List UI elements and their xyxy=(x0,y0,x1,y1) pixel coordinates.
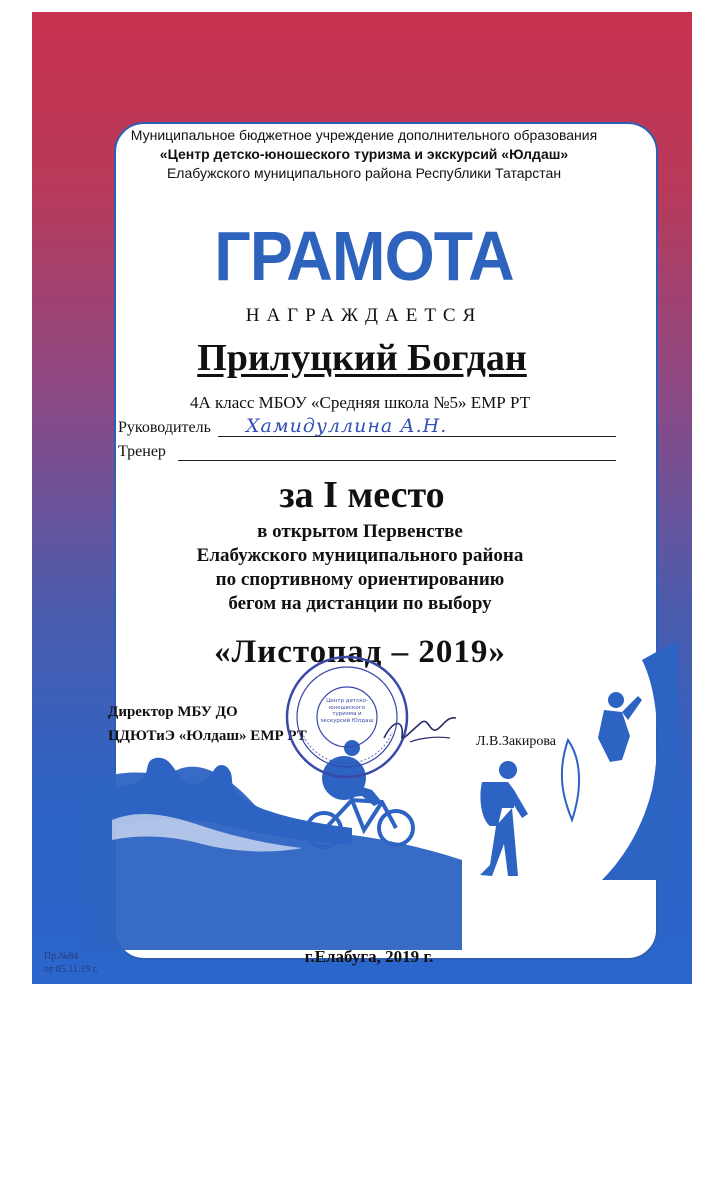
city-year: г.Елабуга, 2019 г. xyxy=(304,947,434,966)
organization-line-1: Муниципальное бюджетное учреждение дополнительного образования xyxy=(130,127,598,143)
recipient-class: 4А класс МБОУ «Средняя школа №5» ЕМР РТ xyxy=(189,393,531,412)
event-line-3: по спортивному ориентированию xyxy=(215,569,505,590)
event-line-4: бегом на дистанции по выбору xyxy=(228,593,492,614)
supervisor-handwritten-name: Хамидуллина А.Н. xyxy=(246,415,448,437)
director-signature xyxy=(380,708,460,748)
climber-icon xyxy=(562,640,678,880)
organization-line-3: Елабужского муниципального района Республики Татарстан xyxy=(166,165,562,181)
director-line-2: ЦДЮТиЭ «Юлдаш» ЕМР РТ xyxy=(108,728,307,744)
director-line-1: Директор МБУ ДО xyxy=(108,704,238,720)
stamp-center-text: Центр детско-юношеского туризма и экскурсий Юлдаш xyxy=(320,698,374,724)
place-text: за I место xyxy=(279,474,445,516)
event-name: «Листопад – 2019» xyxy=(214,634,506,670)
supervisor-label: Руководитель xyxy=(118,419,211,436)
order-date: от 05.11.19 г. xyxy=(44,964,99,975)
certificate-title: ГРАМОТА xyxy=(214,217,514,295)
coach-underline xyxy=(178,460,616,461)
order-number: Пр.№84 xyxy=(44,951,79,962)
awarded-label: НАГРАЖДАЕТСЯ xyxy=(245,305,483,326)
organization-line-2: «Центр детско-юношеского туризма и экскурсий «Юлдаш» xyxy=(159,146,569,162)
coach-label: Тренер xyxy=(118,443,166,460)
event-line-1: в открытом Первенстве xyxy=(257,521,463,542)
hiker-icon xyxy=(480,761,528,876)
recipient-name: Прилуцкий Богдан xyxy=(197,337,527,379)
director-signer-name: Л.В.Закирова xyxy=(476,734,556,749)
event-line-2: Елабужского муниципального района xyxy=(196,545,524,566)
